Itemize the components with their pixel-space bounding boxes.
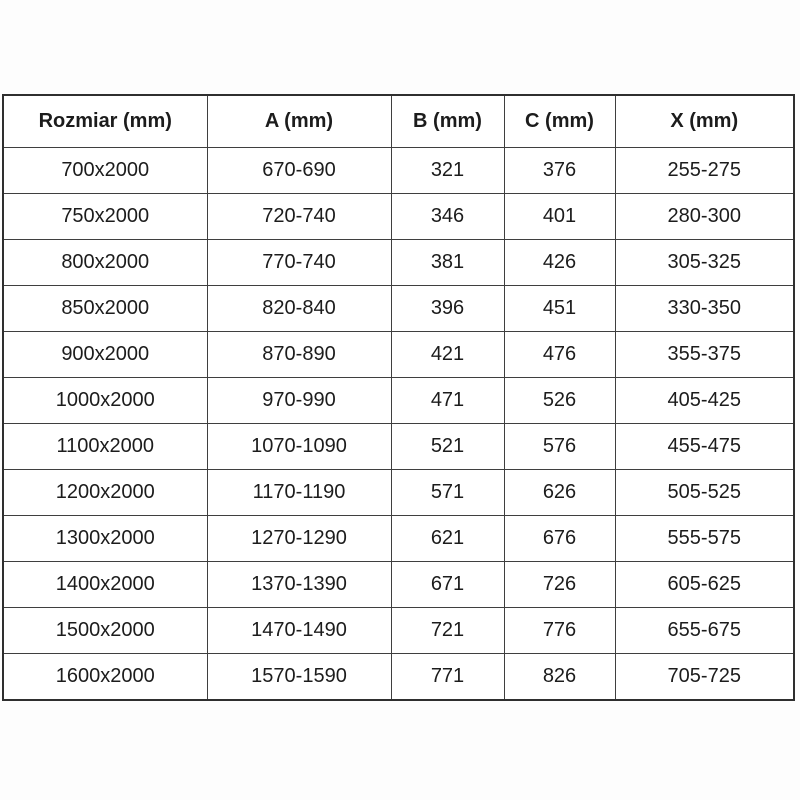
- cell-a: 720-740: [207, 194, 391, 240]
- table-header: [3, 95, 794, 148]
- table-row: [3, 470, 794, 516]
- cell-rozmiar: 1400x2000: [3, 562, 207, 608]
- cell-b: 381: [391, 240, 504, 286]
- cell-b: 571: [391, 470, 504, 516]
- table-body: [3, 148, 794, 701]
- cell-b: 771: [391, 654, 504, 701]
- cell-rozmiar: 1000x2000: [3, 378, 207, 424]
- cell-x: 505-525: [615, 470, 794, 516]
- cell-x: 455-475: [615, 424, 794, 470]
- cell-x: 705-725: [615, 654, 794, 701]
- cell-a: 870-890: [207, 332, 391, 378]
- cell-x: 605-625: [615, 562, 794, 608]
- table-row: [3, 378, 794, 424]
- cell-c: 451: [504, 286, 615, 332]
- cell-rozmiar: 900x2000: [3, 332, 207, 378]
- cell-a: 820-840: [207, 286, 391, 332]
- table-row: [3, 148, 794, 194]
- cell-c: 726: [504, 562, 615, 608]
- cell-a: 1070-1090: [207, 424, 391, 470]
- column-header-c: C (mm): [504, 95, 615, 148]
- cell-x: 555-575: [615, 516, 794, 562]
- table-row: [3, 654, 794, 701]
- cell-c: 526: [504, 378, 615, 424]
- cell-b: 521: [391, 424, 504, 470]
- cell-a: 1470-1490: [207, 608, 391, 654]
- cell-a: 970-990: [207, 378, 391, 424]
- table-row: [3, 332, 794, 378]
- cell-a: 1270-1290: [207, 516, 391, 562]
- cell-b: 671: [391, 562, 504, 608]
- cell-b: 721: [391, 608, 504, 654]
- cell-rozmiar: 1500x2000: [3, 608, 207, 654]
- cell-c: 476: [504, 332, 615, 378]
- column-header-a: A (mm): [207, 95, 391, 148]
- cell-c: 376: [504, 148, 615, 194]
- cell-b: 471: [391, 378, 504, 424]
- header-row: [3, 95, 794, 148]
- column-header-x: X (mm): [615, 95, 794, 148]
- cell-c: 401: [504, 194, 615, 240]
- cell-b: 321: [391, 148, 504, 194]
- cell-b: 396: [391, 286, 504, 332]
- dimensions-table: [2, 94, 795, 701]
- cell-b: 621: [391, 516, 504, 562]
- column-header-rozmiar: Rozmiar (mm): [3, 95, 207, 148]
- cell-x: 305-325: [615, 240, 794, 286]
- table-row: [3, 516, 794, 562]
- column-header-b: B (mm): [391, 95, 504, 148]
- cell-rozmiar: 1200x2000: [3, 470, 207, 516]
- cell-c: 626: [504, 470, 615, 516]
- cell-c: 426: [504, 240, 615, 286]
- cell-rozmiar: 850x2000: [3, 286, 207, 332]
- cell-a: 1370-1390: [207, 562, 391, 608]
- cell-a: 670-690: [207, 148, 391, 194]
- table-row: [3, 286, 794, 332]
- cell-rozmiar: 1600x2000: [3, 654, 207, 701]
- table-row: [3, 240, 794, 286]
- cell-rozmiar: 800x2000: [3, 240, 207, 286]
- cell-b: 421: [391, 332, 504, 378]
- table-row: [3, 424, 794, 470]
- cell-x: 255-275: [615, 148, 794, 194]
- cell-x: 655-675: [615, 608, 794, 654]
- cell-rozmiar: 750x2000: [3, 194, 207, 240]
- cell-rozmiar: 1300x2000: [3, 516, 207, 562]
- cell-a: 1570-1590: [207, 654, 391, 701]
- cell-c: 576: [504, 424, 615, 470]
- table-row: [3, 194, 794, 240]
- cell-c: 676: [504, 516, 615, 562]
- cell-c: 776: [504, 608, 615, 654]
- cell-x: 405-425: [615, 378, 794, 424]
- cell-x: 355-375: [615, 332, 794, 378]
- cell-a: 770-740: [207, 240, 391, 286]
- cell-a: 1170-1190: [207, 470, 391, 516]
- cell-b: 346: [391, 194, 504, 240]
- cell-rozmiar: 700x2000: [3, 148, 207, 194]
- cell-c: 826: [504, 654, 615, 701]
- cell-x: 330-350: [615, 286, 794, 332]
- table-row: [3, 562, 794, 608]
- table-row: [3, 608, 794, 654]
- cell-rozmiar: 1100x2000: [3, 424, 207, 470]
- cell-x: 280-300: [615, 194, 794, 240]
